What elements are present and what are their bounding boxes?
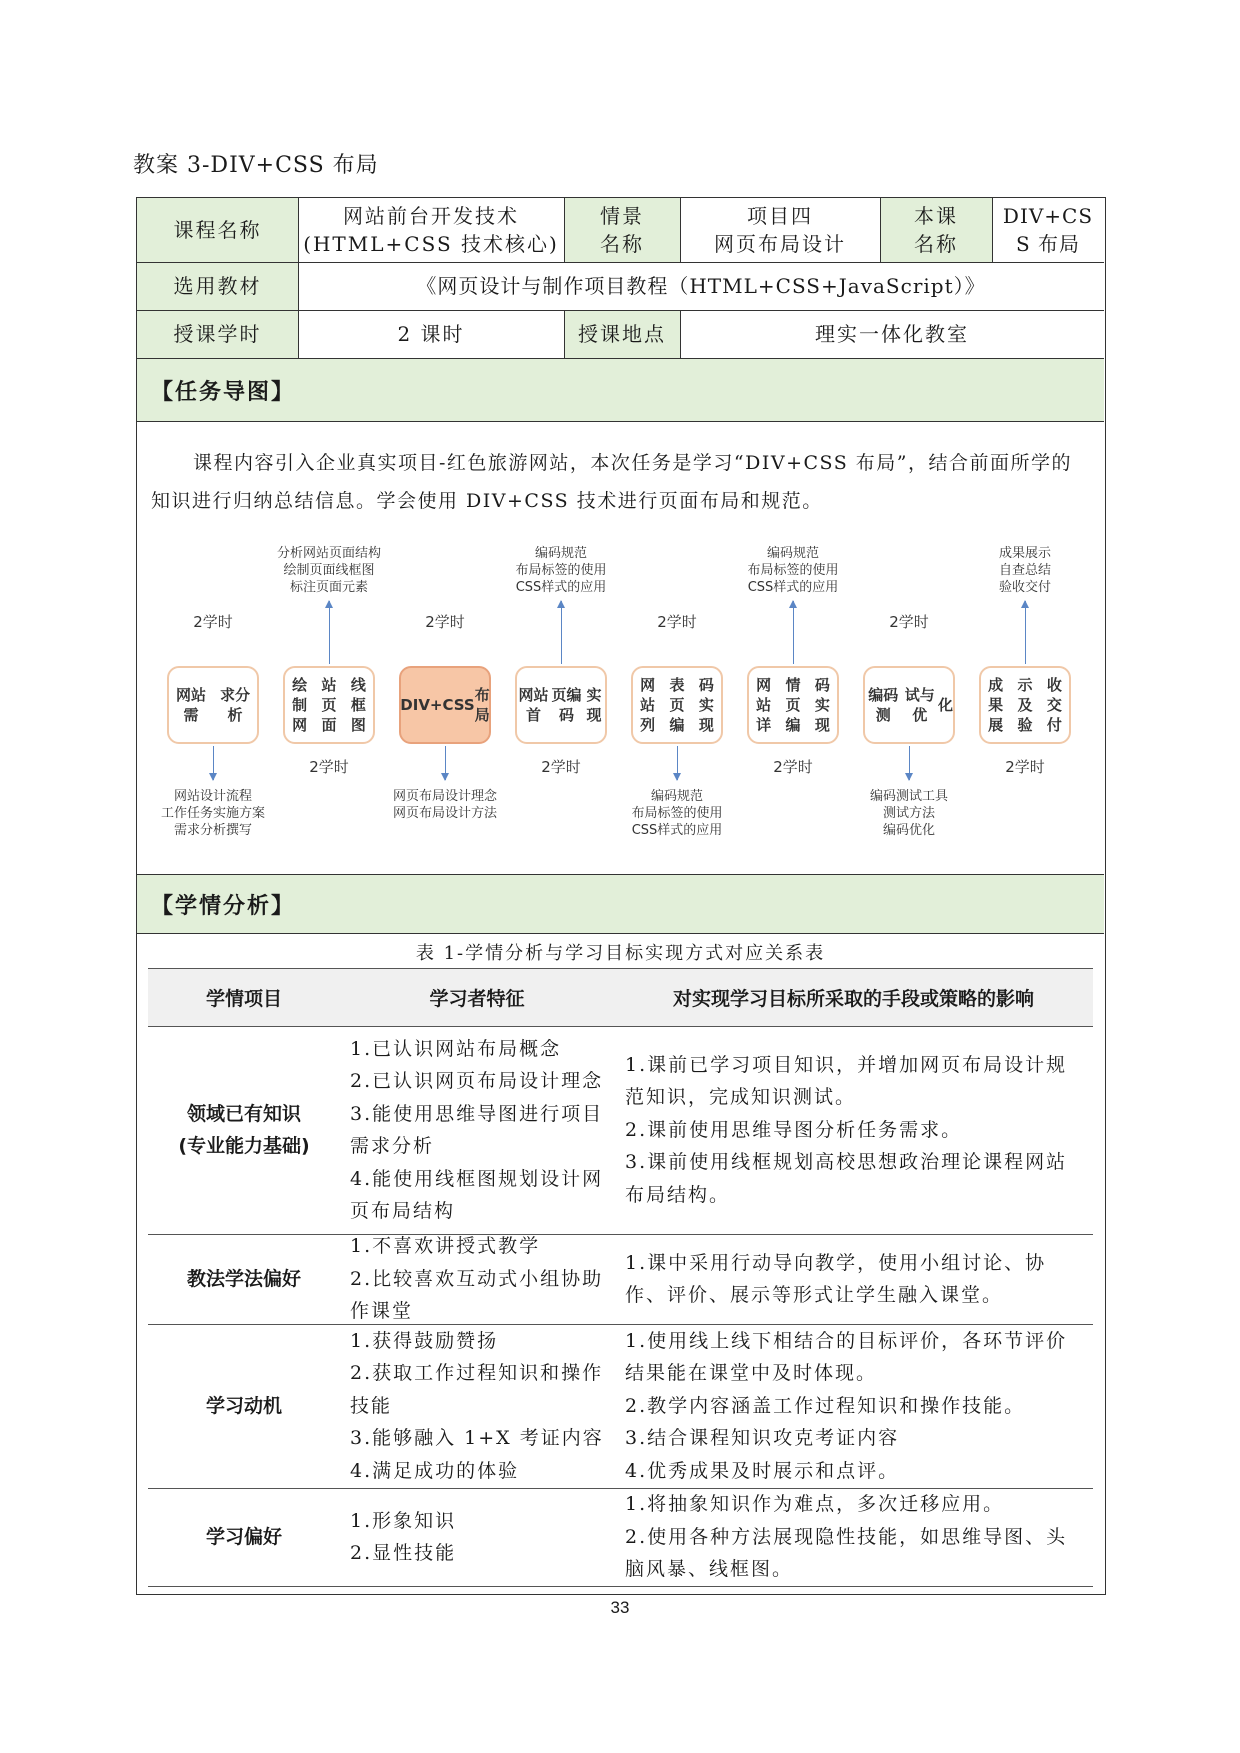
lesson-label: 本课 名称	[880, 198, 992, 262]
row-item-preference: 教法学法偏好	[186, 1268, 301, 1290]
textbook-value: 《网页设计与制作项目教程（HTML+CSS+JavaScript）》	[416, 274, 986, 298]
row-features-knowledge: 1.已认识网站布局概念 2.已认识网页布局设计理念 3.能使用思维导图进行项目需求分析 4.能使用线框图规划设计网页布局结构	[350, 1037, 604, 1222]
flow-arrow-4	[561, 601, 562, 664]
flow-step-8: 成果展 示及验 收交付	[979, 666, 1071, 744]
row-features-learning-style: 1.形象知识 2.显性技能	[350, 1509, 457, 1564]
textbook-label: 选用教材	[137, 262, 298, 310]
flow-step-note-6: 编码规范 布局标签的使用 CSS样式的应用	[747, 546, 839, 595]
flow-step-3: DIV+CSS 布局	[399, 666, 491, 744]
header-item: 学情项目	[148, 968, 340, 1026]
flow-step-hours-6: 2学时	[773, 758, 813, 776]
table-caption: 表 1-学情分析与学习目标实现方式对应关系表	[415, 943, 826, 964]
task-map-intro: 课程内容引入企业真实项目-红色旅游网站，本次任务是学习“DIV+CSS 布局”，结合前面所学的知识进行归纳总结信息。学会使用 DIV+CSS 技术进行页面布局和规范。	[151, 452, 1073, 512]
header-features: 学习者特征	[340, 968, 614, 1026]
analysis-heading: 【学情分析】	[137, 875, 1104, 933]
lesson-value: DIV+CS S 布局	[1002, 204, 1094, 256]
flow-arrow-8	[1025, 601, 1026, 664]
flow-step-7: 编码测 试与优 化	[863, 666, 955, 744]
flow-step-hours-3: 2学时	[425, 613, 465, 631]
row-item-knowledge: 领域已有知识 (专业能力基础)	[178, 1103, 310, 1157]
row-features-preference: 1.不喜欢讲授式教学 2.比较喜欢互动式小组协助作课堂	[350, 1235, 604, 1323]
course-name-value: 网站前台开发技术 (HTML+CSS 技术核心)	[303, 204, 559, 256]
analysis-table	[148, 968, 1093, 1588]
flow-arrow-6	[793, 601, 794, 664]
flow-step-2: 绘制网 站页面 线框图	[283, 666, 375, 744]
flow-step-note-7: 编码测试工具 测试方法 编码优化	[869, 789, 949, 838]
flow-step-note-4: 编码规范 布局标签的使用 CSS样式的应用	[515, 546, 607, 595]
row-strategies-preference: 1.课中采用行动导向教学，使用小组讨论、协作、评价、展示等形式让学生融入课堂。	[625, 1251, 1047, 1306]
row-features-motivation: 1.获得鼓励赞扬 2.获取工作过程知识和操作技能 3.能够融入 1+X 考证内容 4.满足成功的体验	[350, 1329, 604, 1482]
flow-step-note-1: 网站设计流程 工作任务实施方案 需求分析撰写	[160, 789, 266, 838]
flow-step-note-3: 网页布局设计理念 网页布局设计方法	[392, 789, 498, 821]
hours-value: 2 课时	[397, 322, 465, 346]
flow-step-hours-1: 2学时	[193, 613, 233, 631]
flow-arrow-7	[909, 746, 910, 780]
document-title: 教案 3-DIV+CSS 布局	[133, 153, 379, 178]
row-strategies-knowledge: 1.课前已学习项目知识，并增加网页布局设计规范知识，完成知识测试。 2.课前使用思维导图分析任务需求。 3.课前使用线框规划高校思想政治理论课程网站布局结构。	[625, 1053, 1068, 1206]
scenario-label: 情景 名称	[564, 198, 680, 262]
flow-step-1: 网站需 求分析	[167, 666, 259, 744]
flow-step-hours-8: 2学时	[1005, 758, 1045, 776]
task-map-heading: 【任务导图】	[137, 359, 1104, 421]
row-item-motivation: 学习动机	[205, 1395, 282, 1417]
course-name-label: 课程名称	[137, 198, 298, 262]
scenario-value: 项目四 网页布局设计	[714, 204, 846, 256]
flow-step-4: 网站首 页编码 实现	[515, 666, 607, 744]
hours-label: 授课学时	[137, 310, 298, 358]
row-strategies-learning-style: 1.将抽象知识作为难点，多次迁移应用。 2.使用各种方法展现隐性技能，如思维导图、头脑风暴、线框图。	[625, 1493, 1068, 1581]
flow-step-note-5: 编码规范 布局标签的使用 CSS样式的应用	[631, 789, 723, 838]
flow-arrow-3	[445, 746, 446, 780]
flow-step-note-2: 分析网站页面结构 绘制页面线框图 标注页面元素	[276, 546, 382, 595]
lesson-plan-frame	[136, 197, 1106, 1595]
page-number: 33	[610, 1598, 630, 1617]
row-strategies-motivation: 1.使用线上线下相结合的目标评价，各环节评价结果能在课堂中及时体现。 2.教学内容涵盖工作过程知识和操作技能。 3.结合课程知识攻克考证内容 4.优秀成果及时展示和点评。	[625, 1329, 1068, 1482]
location-label: 授课地点	[564, 310, 680, 358]
flow-step-6: 网站详 情页编 码实现	[747, 666, 839, 744]
flow-step-hours-5: 2学时	[657, 613, 697, 631]
flow-arrow-2	[329, 601, 330, 664]
flow-step-hours-7: 2学时	[889, 613, 929, 631]
task-flow-diagram	[137, 543, 1104, 873]
flow-step-hours-4: 2学时	[541, 758, 581, 776]
row-item-learning-style: 学习偏好	[205, 1526, 282, 1548]
flow-step-hours-2: 2学时	[309, 758, 349, 776]
location-value: 理实一体化教室	[815, 322, 969, 346]
flow-step-note-8: 成果展示 自查总结 验收交付	[998, 546, 1052, 595]
header-strategies: 对实现学习目标所采取的手段或策略的影响	[614, 968, 1093, 1026]
flow-step-5: 网站列 表页编 码实现	[631, 666, 723, 744]
flow-arrow-1	[213, 746, 214, 780]
flow-arrow-5	[677, 746, 678, 780]
